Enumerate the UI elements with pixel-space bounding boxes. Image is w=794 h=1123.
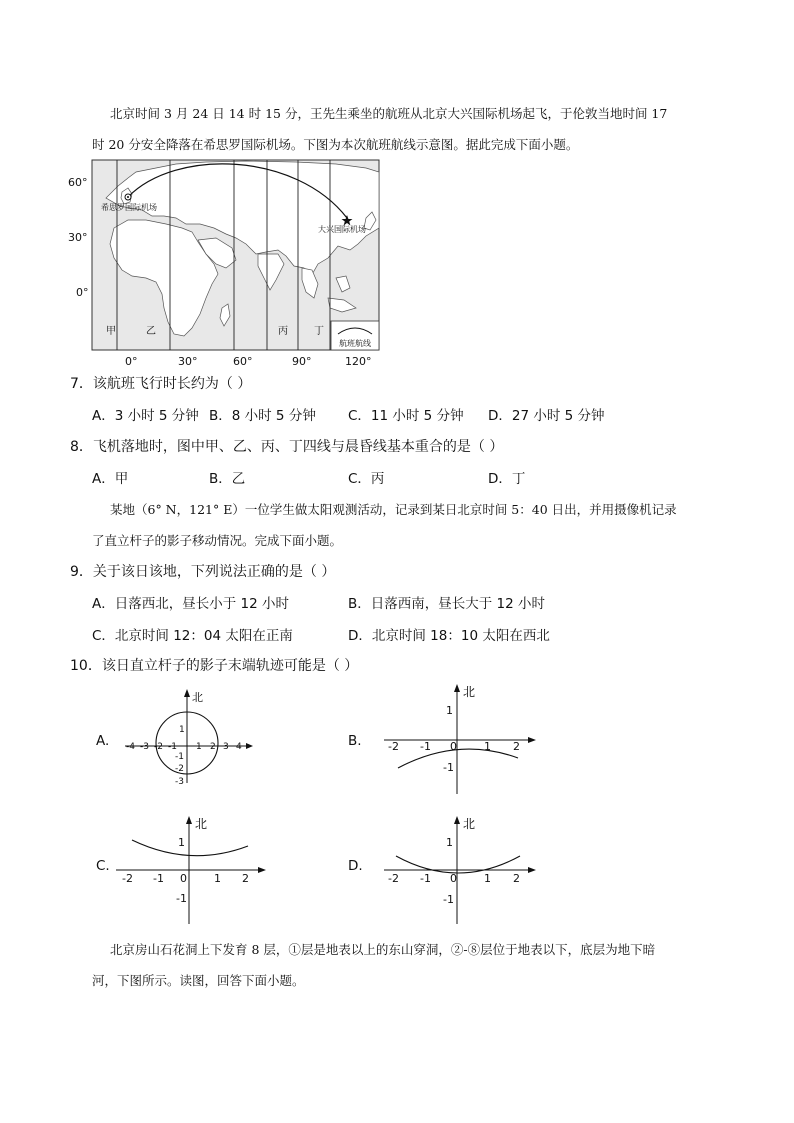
svg-text:-1: -1 <box>443 893 454 906</box>
north-label: 北 <box>192 691 203 704</box>
q7-option-b: B．8 小时 5 分钟 <box>209 408 316 424</box>
svg-text:-3: -3 <box>140 742 149 752</box>
intro3-line2: 河，下图所示。读图，回答下面小题。 <box>92 973 305 988</box>
q8-option-a: A．甲 <box>92 471 129 487</box>
lon-label-120: 120° <box>345 355 372 368</box>
intro1-line1: 北京时间 3 月 24 日 14 时 15 分，王先生乘坐的航班从北京大兴国际机场起飞，于伦敦当地时间 17 <box>110 106 668 121</box>
q8-option-d: D．丁 <box>488 471 526 487</box>
flight-route-map <box>66 158 392 370</box>
daxing-label: 大兴国际机场 <box>318 225 366 234</box>
svg-text:-1: -1 <box>443 761 454 774</box>
lon-label-60: 60° <box>233 355 253 368</box>
svg-text:1: 1 <box>446 704 453 717</box>
legend-label: 航班航线 <box>339 339 371 348</box>
label-ding: 丁 <box>314 326 324 337</box>
lat-label-0: 0° <box>76 286 89 299</box>
svg-text:1: 1 <box>484 872 491 885</box>
svg-text:北: 北 <box>463 685 476 699</box>
svg-text:北: 北 <box>463 817 476 831</box>
svg-text:-4: -4 <box>126 742 135 752</box>
q10-option-b-label: B. <box>348 733 362 749</box>
svg-text:0: 0 <box>450 872 457 885</box>
intro3-line1: 北京房山石花洞上下发育 8 层，①层是地表以上的东山穿洞，②-⑧层位于地表以下，底层为地下暗 <box>110 942 656 957</box>
shadow-trajectory-curve <box>132 840 248 856</box>
q10-option-c-label: C. <box>96 858 110 874</box>
q10-graph-b <box>380 680 540 798</box>
svg-text:1: 1 <box>214 872 221 885</box>
label-bing: 丙 <box>278 326 288 337</box>
heathrow-label: 希思罗国际机场 <box>101 203 157 212</box>
q7-option-a: A．3 小时 5 分钟 <box>92 408 199 424</box>
svg-text:2: 2 <box>210 742 216 752</box>
q10-graph-d <box>380 812 540 928</box>
label-jia: 甲 <box>106 326 116 337</box>
svg-text:-1: -1 <box>420 872 431 885</box>
q9-stem: 9．关于该日该地，下列说法正确的是（ ） <box>70 564 336 580</box>
q9-option-b: B．日落西南，昼长大于 12 小时 <box>348 596 546 612</box>
q9-option-a: A．日落西北，昼长小于 12 小时 <box>92 596 289 612</box>
svg-text:-2: -2 <box>175 764 184 774</box>
q10-option-a-label: A. <box>96 733 110 749</box>
svg-text:2: 2 <box>242 872 249 885</box>
q7-stem: 7．该航班飞行时长约为（ ） <box>70 376 252 392</box>
intro2-line2: 了直立杆子的影子移动情况。完成下面小题。 <box>92 533 343 548</box>
svg-text:1: 1 <box>178 836 185 849</box>
shadow-trajectory-curve <box>398 749 518 768</box>
q10-option-d-label: D. <box>348 858 363 874</box>
svg-text:2: 2 <box>513 740 520 753</box>
q10-graph-c <box>112 812 272 928</box>
q8-stem: 8．飞机落地时，图中甲、乙、丙、丁四线与晨昏线基本重合的是（ ） <box>70 439 504 455</box>
svg-text:-1: -1 <box>176 892 187 905</box>
lat-label-30: 30° <box>68 231 88 244</box>
q9-option-d: D．北京时间 18：10 太阳在西北 <box>348 628 550 644</box>
svg-text:3: 3 <box>223 742 229 752</box>
intro2-line1: 某地（6° N，121° E）一位学生做太阳观测活动，记录到某日北京时间 5：40 日出，并用摄像机记录 <box>110 502 677 517</box>
svg-text:-3: -3 <box>175 777 184 787</box>
svg-text:-1: -1 <box>168 742 177 752</box>
lon-label-0: 0° <box>125 355 138 368</box>
svg-text:-2: -2 <box>154 742 163 752</box>
q8-option-b: B．乙 <box>209 471 246 487</box>
svg-text:1: 1 <box>179 725 185 735</box>
svg-text:2: 2 <box>513 872 520 885</box>
svg-text:-2: -2 <box>388 740 399 753</box>
q10-graph-a <box>120 685 260 790</box>
svg-text:-2: -2 <box>388 872 399 885</box>
svg-text:0: 0 <box>450 740 457 753</box>
q8-option-c: C．丙 <box>348 471 385 487</box>
label-yi: 乙 <box>146 326 156 337</box>
lon-label-30: 30° <box>178 355 198 368</box>
svg-text:1: 1 <box>484 740 491 753</box>
lat-label-60: 60° <box>68 176 88 189</box>
svg-text:-2: -2 <box>122 872 133 885</box>
svg-text:4: 4 <box>236 742 242 752</box>
svg-text:0: 0 <box>180 872 187 885</box>
q7-option-d: D．27 小时 5 分钟 <box>488 408 605 424</box>
svg-text:-1: -1 <box>153 872 164 885</box>
intro1-line2: 时 20 分安全降落在希思罗国际机场。下图为本次航班航线示意图。据此完成下面小题。 <box>92 137 579 152</box>
svg-text:-1: -1 <box>175 752 184 762</box>
q10-stem: 10．该日直立杆子的影子末端轨迹可能是（ ） <box>70 658 359 674</box>
svg-text:1: 1 <box>196 742 202 752</box>
svg-text:-1: -1 <box>420 740 431 753</box>
q7-option-c: C．11 小时 5 分钟 <box>348 408 464 424</box>
svg-text:北: 北 <box>195 817 208 831</box>
lon-label-90: 90° <box>292 355 312 368</box>
q9-option-c: C．北京时间 12：04 太阳在正南 <box>92 628 293 644</box>
svg-text:1: 1 <box>446 836 453 849</box>
